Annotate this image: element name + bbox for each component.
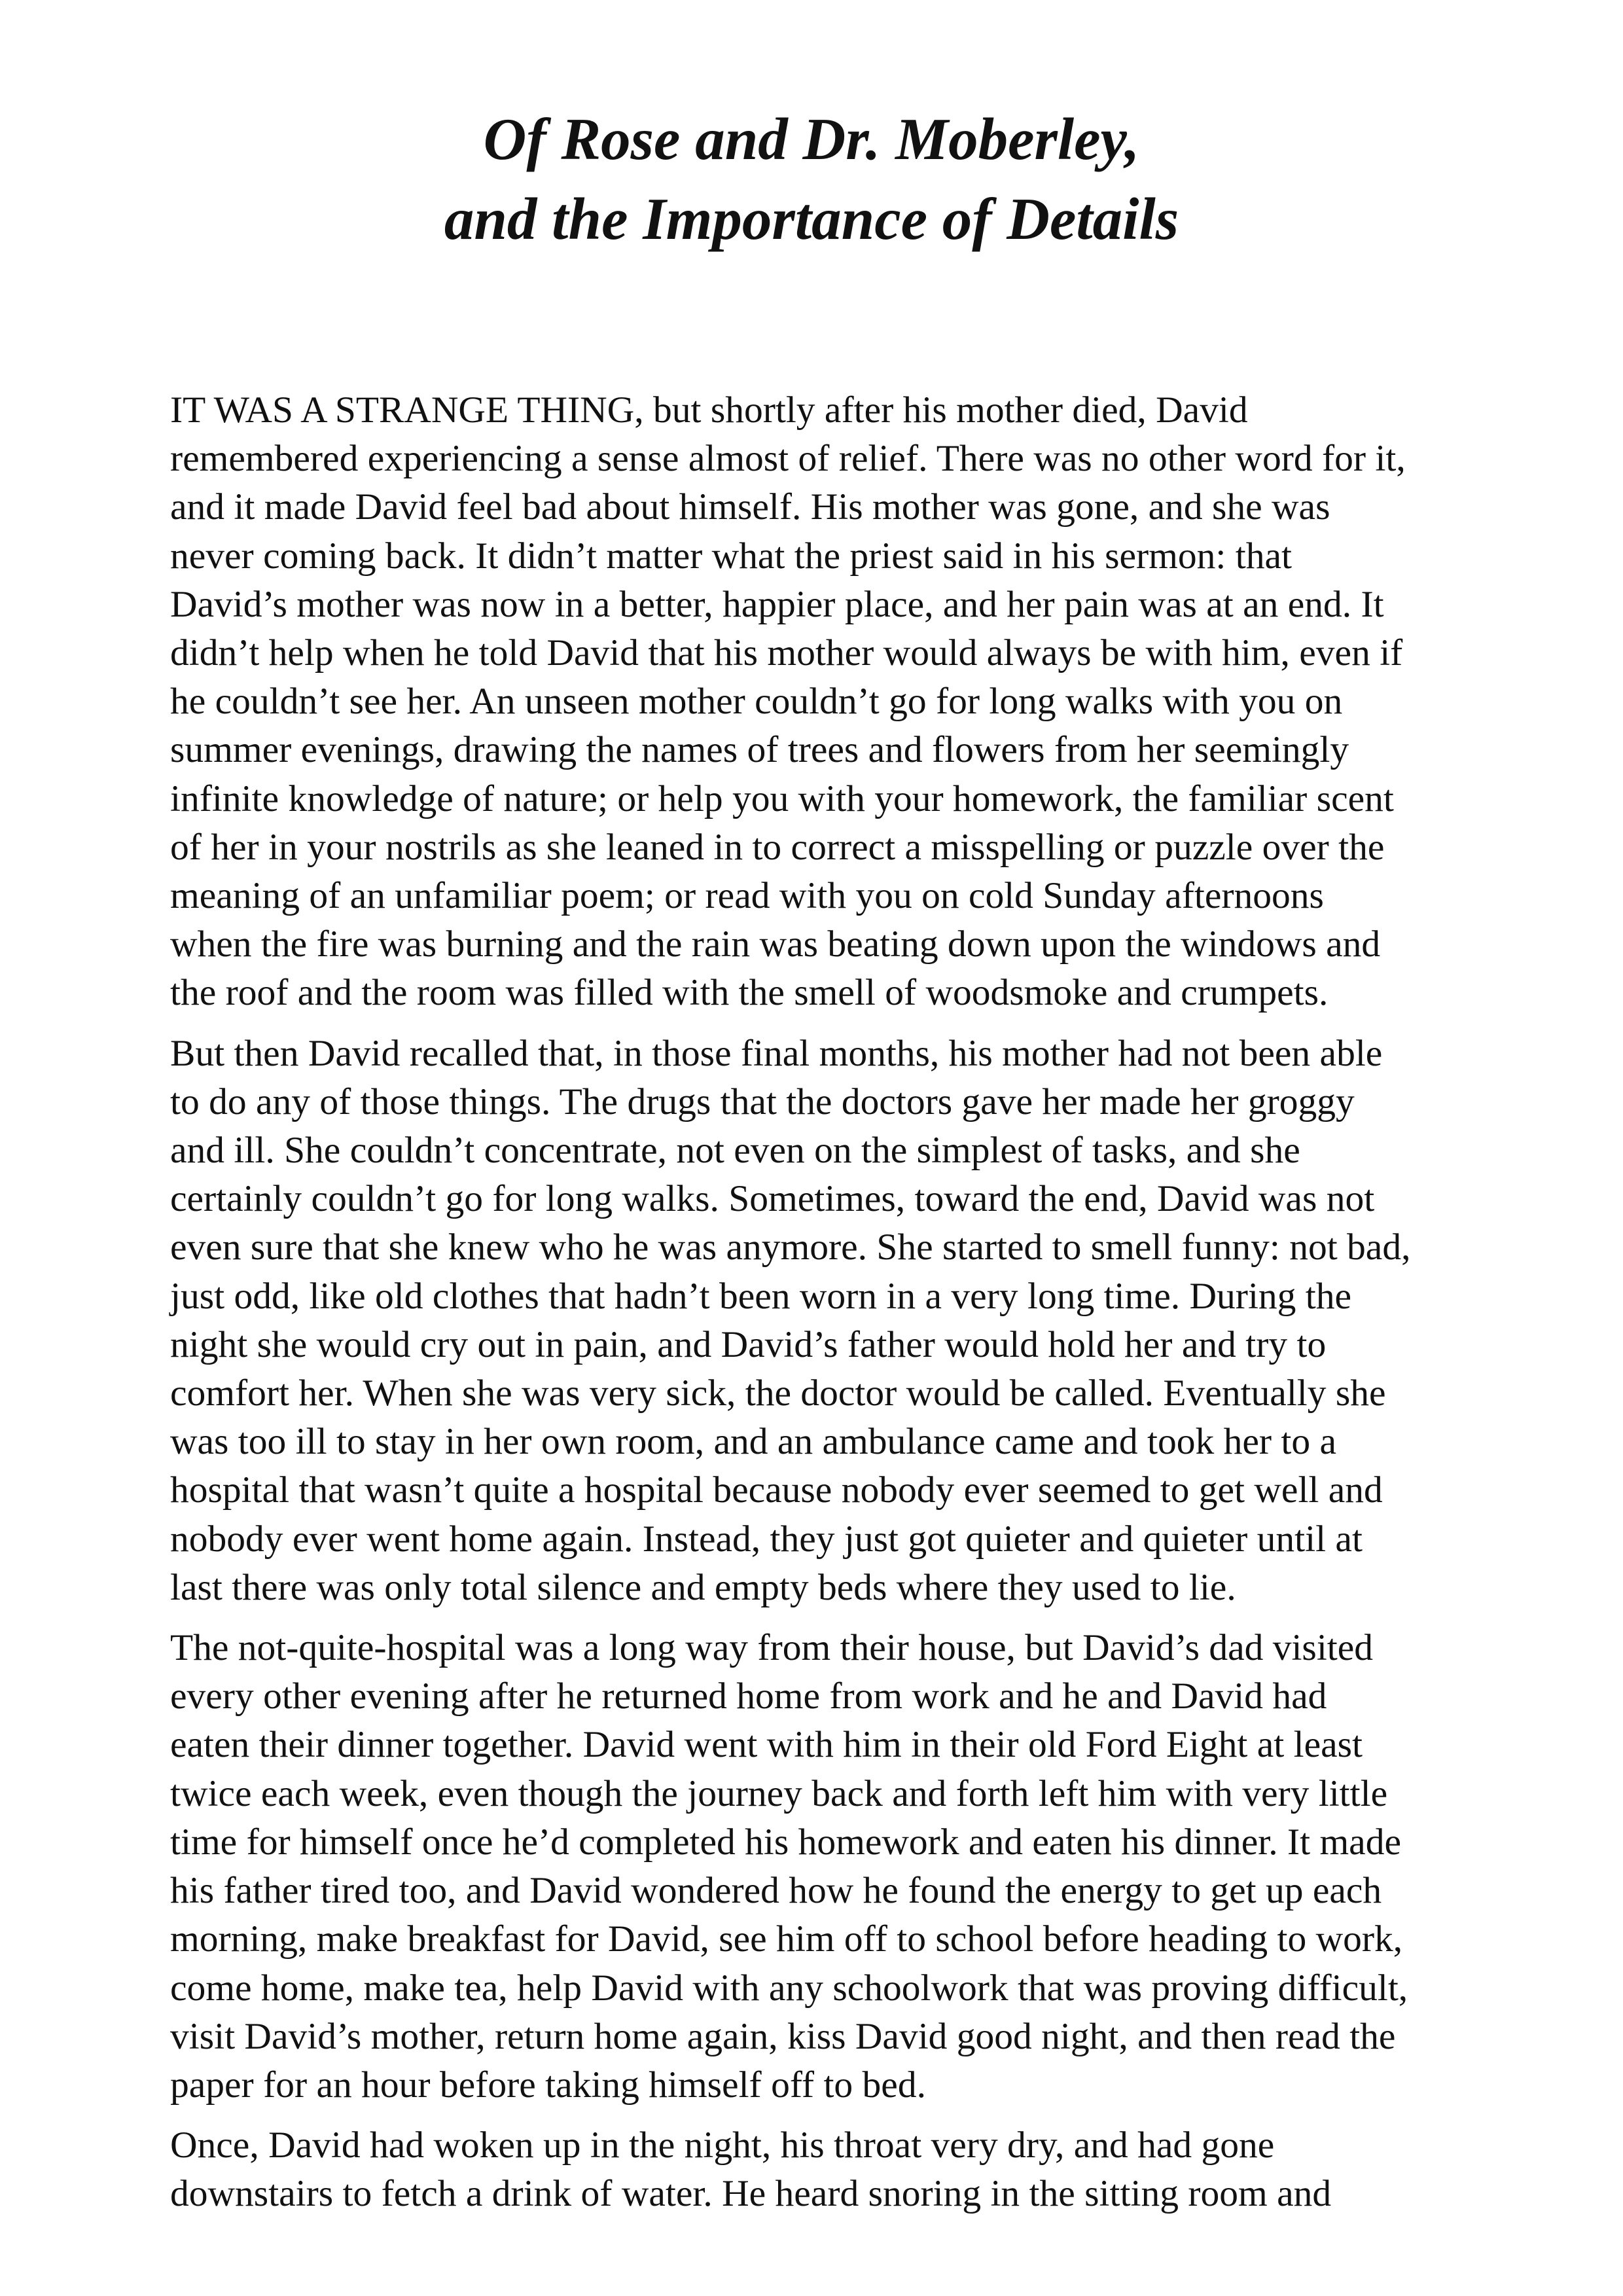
text-line: time for himself once he’d completed his homework and eaten his dinner. It made: [170, 1821, 1401, 1863]
text-line: and it made David feel bad about himself. His mother was gone, and she was: [170, 486, 1330, 528]
paragraph-3: [170, 1624, 1479, 2109]
text-line: to do any of those things. The drugs that the doctors gave her made her groggy: [170, 1081, 1355, 1122]
text-line: come home, make tea, help David with any schoolwork that was proving difficult,: [170, 1967, 1408, 2009]
text-line: didn’t help when he told David that his mother would always be with him, even if: [170, 632, 1403, 674]
text-line: was too ill to stay in her own room, and an ambulance came and took her to a: [170, 1421, 1336, 1463]
text-line: Once, David had woken up in the night, his throat very dry, and had gone: [170, 2125, 1275, 2166]
text-line: never coming back. It didn’t matter what the priest said in his sermon: that: [170, 535, 1292, 577]
text-line: last there was only total silence and empty beds where they used to lie.: [170, 1566, 1236, 1608]
text-line: of her in your nostrils as she leaned in to correct a misspelling or puzzle over the: [170, 826, 1385, 868]
text-line: But then David recalled that, in those final months, his mother had not been able: [170, 1032, 1383, 1074]
text-line: morning, make breakfast for David, see him off to school before heading to work,: [170, 1918, 1403, 1960]
text-line: meaning of an unfamiliar poem; or read with you on cold Sunday afternoons: [170, 875, 1324, 917]
text-line: and ill. She couldn’t concentrate, not even on the simplest of tasks, and she: [170, 1130, 1300, 1172]
text-line: remembered experiencing a sense almost of relief. There was no other word for it,: [170, 438, 1406, 480]
text-line: eaten their dinner together. David went with him in their old Ford Eight at least: [170, 1724, 1363, 1766]
text-line: night she would cry out in pain, and David’s father would hold her and try to: [170, 1323, 1327, 1365]
chapter-title-line: and the Importance of Details: [444, 186, 1179, 252]
text-line: twice each week, even though the journey back and forth left him with very little: [170, 1772, 1388, 1814]
text-line: nobody ever went home again. Instead, they just got quieter and quieter until at: [170, 1518, 1363, 1560]
chapter-title: [0, 99, 1623, 259]
text-line: the roof and the room was filled with the smell of woodsmoke and crumpets.: [170, 972, 1329, 1014]
text-line: he couldn’t see her. An unseen mother couldn’t go for long walks with you on: [170, 681, 1343, 723]
paragraph-1: [170, 386, 1479, 1018]
text-line: summer evenings, drawing the names of trees and flowers from her seemingly: [170, 729, 1349, 771]
chapter-title-line: Of Rose and Dr. Moberley,: [483, 106, 1140, 172]
text-line: certainly couldn’t go for long walks. Sometimes, toward the end, David was not: [170, 1178, 1375, 1220]
text-line: comfort her. When she was very sick, the doctor would be called. Eventually she: [170, 1372, 1386, 1414]
text-line: even sure that she knew who he was anymore. She started to smell funny: not bad,: [170, 1227, 1411, 1268]
text-line: hospital that wasn’t quite a hospital because nobody ever seemed to get well and: [170, 1469, 1383, 1511]
paragraph-2: [170, 1030, 1479, 1612]
text-line: infinite knowledge of nature; or help you with your homework, the familiar scent: [170, 778, 1394, 819]
text-line: IT WAS A STRANGE THING, but shortly after his mother died, David: [170, 389, 1248, 431]
text-line: every other evening after he returned home from work and he and David had: [170, 1676, 1327, 1717]
text-line: when the fire was burning and the rain was beating down upon the windows and: [170, 924, 1381, 965]
text-line: The not-quite-hospital was a long way from their house, but David’s dad visited: [170, 1627, 1374, 1669]
text-line: downstairs to fetch a drink of water. He heard snoring in the sitting room and: [170, 2173, 1332, 2215]
text-line: David’s mother was now in a better, happier place, and her pain was at an end. It: [170, 583, 1384, 625]
text-line: his father tired too, and David wondered how he found the energy to get up each: [170, 1870, 1382, 1912]
chapter-body: [170, 386, 1479, 2231]
text-line: paper for an hour before taking himself off to bed.: [170, 2064, 926, 2106]
paragraph-4: [170, 2121, 1479, 2218]
text-line: just odd, like old clothes that hadn’t been worn in a very long time. During the: [170, 1275, 1352, 1317]
text-line: visit David’s mother, return home again, kiss David good night, and then read the: [170, 2015, 1396, 2057]
